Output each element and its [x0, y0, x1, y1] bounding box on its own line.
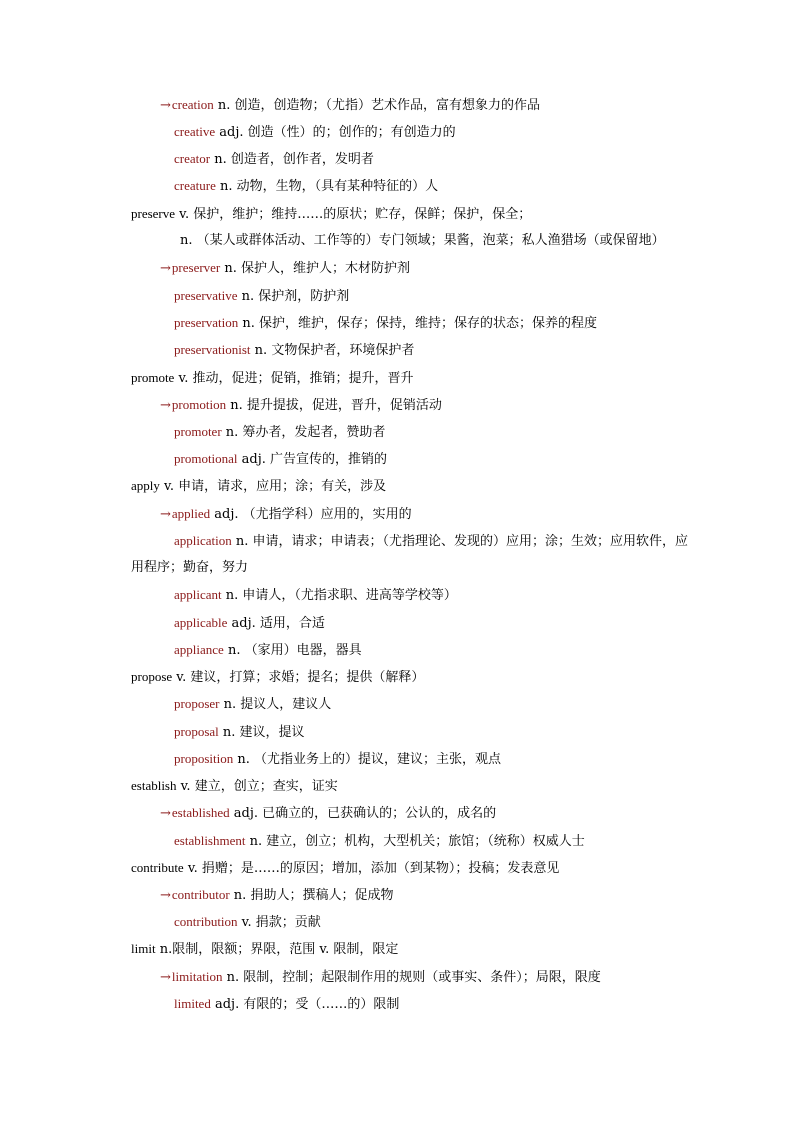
entry-application [174, 532, 688, 551]
definition: n. 保护，维护，保存；保持，维持；保存的状态；保养的程度 [238, 316, 598, 331]
arrow-icon: → [160, 507, 171, 522]
definition: n. 提升提拔，促进，晋升，促销活动 [226, 398, 442, 413]
entry-preservationist [174, 341, 414, 360]
entry-creature [174, 177, 438, 196]
definition: v. 申请，请求，应用；涂；有关，涉及 [159, 479, 387, 494]
headword: appliance [174, 642, 224, 657]
definition: n.限制，限额；界限，范围 v. 限制，限定 [155, 942, 399, 957]
definition: n. 创造，创造物；（尤指）艺术作品，富有想象力的作品 [213, 98, 541, 113]
entry-promote [131, 369, 414, 388]
definition: n. 捐助人；撰稿人；促成物 [229, 888, 394, 903]
headword: creative [174, 124, 216, 139]
arrow-icon: → [160, 398, 171, 413]
headword: propose [131, 669, 173, 684]
entry-apply [131, 477, 386, 496]
definition: adj. 广告宣传的，推销的 [237, 452, 388, 467]
entry-propose [131, 668, 424, 687]
entry-preserve [131, 205, 531, 224]
entry-preserver [160, 259, 410, 278]
definition: n. 申请，请求；申请表；（尤指理论、发现的）应用；涂；生效；应用软件，应 [231, 534, 689, 549]
entry-applicable [174, 614, 325, 633]
entry-application-cont [131, 559, 248, 577]
entry-promotion [160, 396, 442, 415]
entry-creative [174, 123, 456, 142]
headword: establishment [174, 833, 246, 848]
definition: n. 筹办者，发起者，赞助者 [221, 425, 386, 440]
definition-continued: 用程序；勤奋，努力 [131, 560, 249, 575]
entry-proposal [174, 723, 305, 742]
headword: proposer [174, 696, 220, 711]
headword: applicable [174, 615, 228, 630]
definition: adj. 有限的；受（……的）限制 [210, 997, 400, 1012]
definition: n. （尤指业务上的）提议，建议；主张，观点 [233, 752, 502, 767]
arrow-icon: → [160, 970, 171, 985]
entry-appliance [174, 641, 362, 660]
headword: preserve [131, 206, 176, 221]
headword: creature [174, 178, 216, 193]
arrow-icon: → [160, 261, 171, 276]
headword: limitation [171, 969, 223, 984]
definition: adj. 创造（性）的；创作的；有创造力的 [215, 125, 456, 140]
definition: v. 捐款；贡献 [237, 915, 321, 930]
headword: creator [174, 151, 211, 166]
headword: applicant [174, 587, 222, 602]
entry-preserve-noun [180, 232, 665, 250]
entry-contributor [160, 886, 393, 905]
definition: n. （某人或群体活动、工作等的）专门领域；果酱，泡菜；私人渔猎场（或保留地） [180, 233, 665, 248]
entry-established [160, 804, 496, 823]
entry-applicant [174, 586, 457, 605]
definition: n. 动物，生物，（具有某种特征的）人 [215, 179, 439, 194]
headword: limit [131, 941, 156, 956]
headword: contributor [171, 887, 230, 902]
definition: n. 申请人，（尤指求职、进高等学校等） [221, 588, 457, 603]
definition: adj. 已确立的，已获确认的；公认的，成名的 [229, 806, 497, 821]
headword: proposition [174, 751, 234, 766]
headword: limited [174, 996, 211, 1011]
definition: adj. 适用，合适 [227, 616, 325, 631]
entry-creation [160, 96, 540, 115]
entry-establish [131, 777, 338, 796]
definition: n. 保护人，维护人；木材防护剂 [220, 261, 411, 276]
headword: promote [131, 370, 175, 385]
headword: promoter [174, 424, 222, 439]
entry-preservation [174, 314, 597, 333]
headword: promotional [174, 451, 238, 466]
entry-proposition [174, 750, 501, 769]
entry-limitation [160, 968, 601, 987]
definition: n. 文物保护者，环境保护者 [250, 343, 415, 358]
definition: n. 限制，控制；起限制作用的规则（或事实、条件）；局限，限度 [222, 970, 601, 985]
entry-contribution [174, 913, 321, 932]
entry-establishment [174, 832, 585, 851]
definition: v. 捐赠；是……的原因；增加，添加（到某物）；投稿；发表意见 [183, 861, 560, 876]
headword: creation [171, 97, 214, 112]
definition: v. 保护，维护；维持……的原状；贮存，保鲜；保护，保全； [175, 207, 532, 222]
entry-contribute [131, 859, 559, 878]
entry-applied [160, 505, 412, 524]
headword: established [171, 805, 230, 820]
definition: adj. （尤指学科）应用的，实用的 [210, 507, 412, 522]
arrow-icon: → [160, 888, 171, 903]
entry-preservative [174, 287, 349, 306]
entry-limit [131, 940, 398, 959]
headword: contribution [174, 914, 238, 929]
headword: preserver [171, 260, 221, 275]
headword: proposal [174, 724, 219, 739]
headword: promotion [171, 397, 227, 412]
entry-proposer [174, 695, 331, 714]
definition: n. 提议人，建议人 [219, 697, 332, 712]
headword: applied [171, 506, 211, 521]
entry-limited [174, 995, 399, 1014]
headword: establish [131, 778, 177, 793]
arrow-icon: → [160, 806, 171, 821]
definition: n. （家用）电器，器具 [223, 643, 362, 658]
entry-promoter [174, 423, 385, 442]
headword: apply [131, 478, 160, 493]
definition: n. 保护剂，防护剂 [237, 289, 350, 304]
headword: preservative [174, 288, 238, 303]
definition: n. 建立，创立；机构，大型机关；旅馆；（统称）权威人士 [245, 834, 585, 849]
definition: v. 建议，打算；求婚；提名；提供（解释） [172, 670, 425, 685]
headword: application [174, 533, 232, 548]
headword: contribute [131, 860, 184, 875]
headword: preservationist [174, 342, 251, 357]
headword: preservation [174, 315, 239, 330]
entry-creator [174, 150, 374, 169]
definition: v. 推动，促进；促销，推销；提升，晋升 [174, 371, 414, 386]
entry-promotional [174, 450, 387, 469]
arrow-icon: → [160, 98, 171, 113]
definition: n. 建议，提议 [218, 725, 305, 740]
definition: n. 创造者，创作者，发明者 [210, 152, 374, 167]
definition: v. 建立，创立；查实，证实 [176, 779, 338, 794]
